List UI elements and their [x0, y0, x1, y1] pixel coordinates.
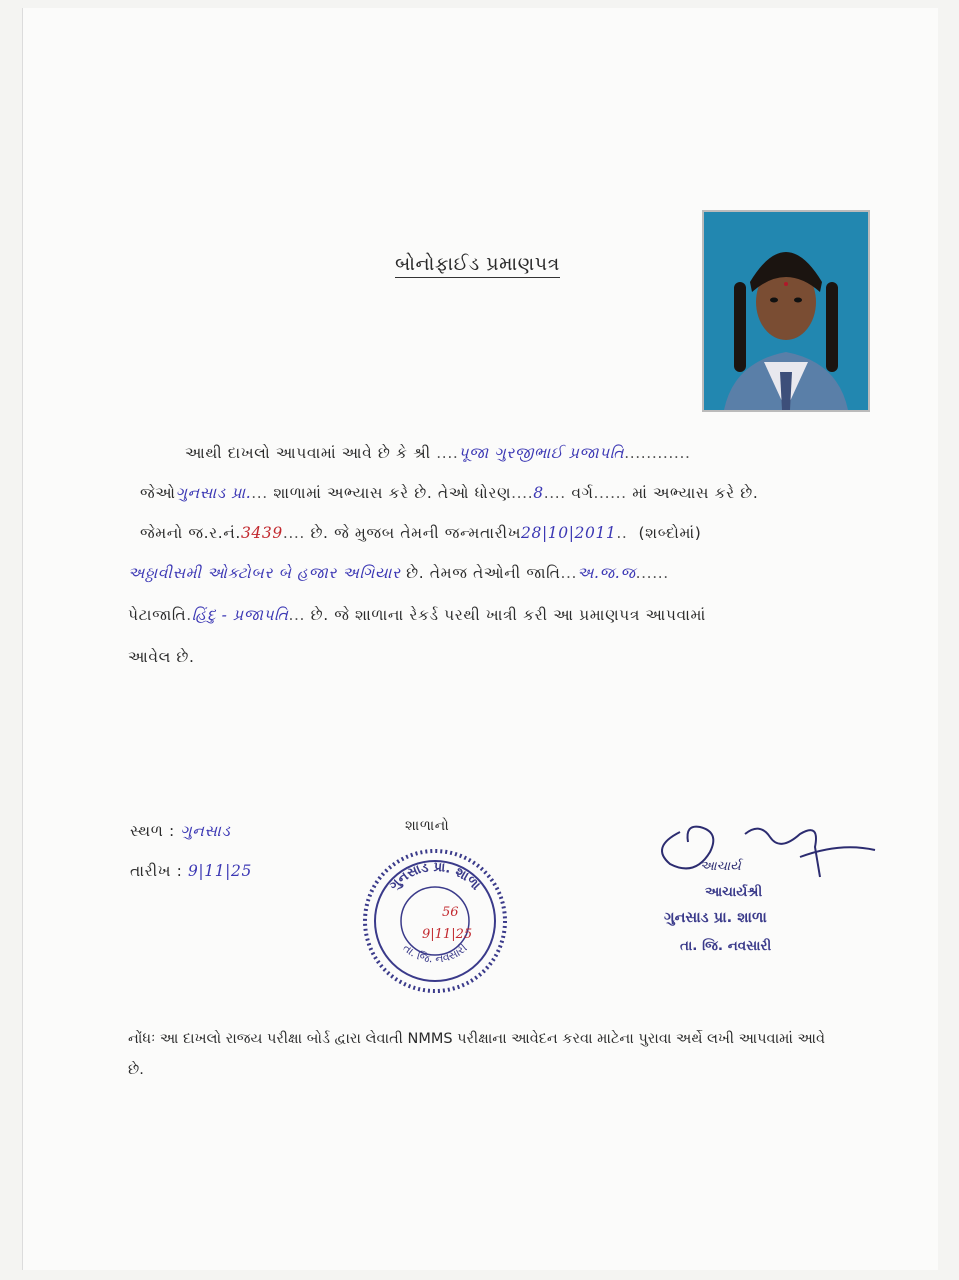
svg-text:ગુનસાડ પ્રા. શાળા	[387, 860, 483, 894]
certificate-title: બોનોફાઈડ પ્રમાણપત્ર	[395, 253, 560, 278]
l5-suffix: છે. જે શાળાના રેકર્ડ પરથી ખાત્રી કરી આ પ્રમાણપત્ર આપવામાં	[310, 606, 706, 624]
principal-signature	[650, 812, 880, 882]
stamp-text-bottom: તા. જિ. નવસારી	[400, 941, 470, 966]
l2-class-label: વર્ગ	[571, 484, 594, 502]
place-label: સ્થળ :	[130, 822, 175, 840]
date-of-birth: 28|10|2011	[521, 524, 617, 542]
footnote: નોંધઃ આ દાખલો રાજય પરીક્ષા બોર્ડ દ્વારા લેવાતી NMMS પરીક્ષાના આવેદન કરવા માટેના પુરાવા અર્થે લખી આપવામાં આવે છે.	[128, 1031, 825, 1078]
l2-prefix: જેઓ	[140, 484, 176, 502]
place-line	[130, 822, 230, 841]
place-value: ગુનસાડ	[180, 822, 231, 840]
stamp-date: 9|11|25	[422, 927, 473, 942]
student-name: પૂજા ગુરજીભાઈ પ્રજાપતિ	[458, 444, 625, 462]
principal-school: ગુનસાડ પ્રા. શાળા	[664, 910, 767, 926]
principal-location: તા. જિ. નવસારી	[680, 938, 772, 954]
date-line	[130, 862, 252, 881]
date-value: 9|11|25	[187, 862, 252, 880]
body-line-2: જેઓગુનસાડ પ્રા.... શાળામાં અભ્યાસ કરે છે. તેઓ ધોરણ....8.... વર્ગ...... માં અભ્યાસ કરે છે.	[140, 484, 759, 502]
body-line-6: આવેલ છે.	[128, 648, 195, 666]
body-line-3: જેમનો જ.ર.નં.3439.... છે. જે મુજબ તેમની જન્મતારીખ28|10|2011.. (શબ્દોમાં)	[140, 524, 702, 542]
l1-prefix: આથી દાખલો આપવામાં આવે છે કે શ્રી	[185, 444, 431, 462]
l2-suffix: માં અભ્યાસ કરે છે.	[632, 484, 759, 502]
l3-suffix: (શબ્દોમાં)	[638, 524, 702, 542]
school-name: ગુનસાડ પ્રા.	[175, 484, 252, 502]
body-line-4: અઠ્ઠાવીસમી ઓક્ટોબર બે હજાર અગિયાર છે. તેમજ તેઓની જાતિ...અ.જ.જ......	[128, 564, 669, 582]
principal-title: આચાર્યશ્રી	[705, 884, 763, 900]
body-line-5: પેટાજાતિ.હિંદુ - પ્રજાપતિ... છે. જે શાળાના રેકર્ડ પરથી ખાત્રી કરી આ પ્રમાણપત્ર આપવામાં	[128, 606, 706, 624]
date-label: તારીખ :	[130, 862, 183, 880]
stamp-number: 56	[442, 905, 459, 920]
dob-in-words: અઠ્ઠાવીસમી ઓક્ટોબર બે હજાર અગિયાર	[128, 564, 401, 582]
school-stamp	[360, 846, 510, 996]
l3-prefix: જેમનો જ.ર.નં.	[140, 524, 241, 542]
standard: 8	[533, 484, 544, 502]
l2-mid: શાળામાં અભ્યાસ કરે છે. તેઓ ધોરણ	[273, 484, 512, 502]
body-line-1: આથી દાખલો આપવામાં આવે છે કે શ્રી ....પૂજા ગુરજીભાઈ પ્રજાપતિ............	[185, 444, 691, 462]
l3-mid: છે. જે મુજબ તેમની જન્મતારીખ	[310, 524, 522, 542]
register-number: 3439	[240, 524, 283, 542]
l5-prefix: પેટાજાતિ	[128, 606, 187, 624]
signature-text: આચાર્ય	[700, 859, 741, 874]
l4-mid: છે. તેમજ તેઓની જાતિ	[406, 564, 561, 582]
student-photo	[702, 210, 870, 412]
svg-text:તા. જિ. નવસારી	[400, 941, 469, 965]
sub-caste: હિંદુ - પ્રજાપતિ	[191, 606, 289, 624]
stamp-text-top: ગુનસાડ પ્રા. શાળા	[386, 859, 484, 894]
caste: અ.જ.જ	[577, 564, 636, 582]
stamp-label: શાળાનો	[405, 818, 450, 834]
